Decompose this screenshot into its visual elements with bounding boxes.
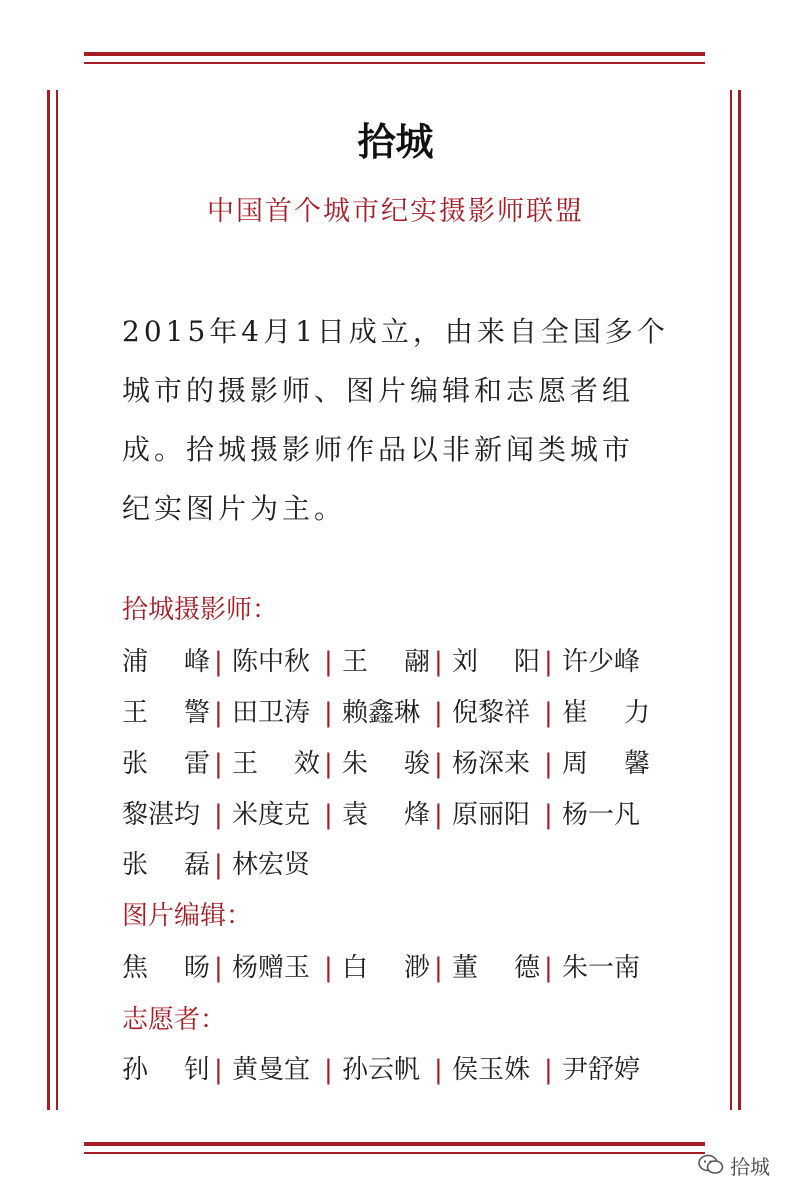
name-separator: | bbox=[544, 647, 553, 677]
person-name: 孙云帆 bbox=[342, 1055, 421, 1085]
name-separator: | bbox=[324, 647, 333, 677]
intro-line: 成。拾城摄影师作品以非新闻类城市 bbox=[122, 433, 635, 466]
intro-line: 2015年4月1日成立，由来自全国多个 bbox=[122, 315, 669, 348]
person-name: 周 馨 bbox=[562, 749, 650, 779]
name-separator: | bbox=[434, 749, 443, 779]
left-border-thick bbox=[47, 90, 50, 1110]
person-name: 王 翮 bbox=[342, 647, 430, 677]
name-separator: | bbox=[434, 1055, 443, 1085]
person-name: 许少峰 bbox=[562, 647, 641, 677]
name-separator: | bbox=[544, 1055, 553, 1085]
name-separator: | bbox=[544, 800, 553, 830]
name-separator: | bbox=[544, 698, 553, 728]
top-border-thick bbox=[84, 52, 705, 56]
name-separator: | bbox=[214, 850, 223, 880]
person-name: 黎湛均 bbox=[122, 800, 201, 830]
person-name: 崔 力 bbox=[562, 698, 650, 728]
top-border-thin bbox=[84, 62, 705, 64]
name-separator: | bbox=[324, 1055, 333, 1085]
name-separator: | bbox=[324, 698, 333, 728]
name-separator: | bbox=[324, 800, 333, 830]
name-separator: | bbox=[434, 953, 443, 983]
person-name: 孙 钊 bbox=[122, 1055, 210, 1085]
person-name: 尹舒婷 bbox=[562, 1055, 641, 1085]
person-name: 杨一凡 bbox=[562, 800, 641, 830]
person-name: 黄曼宜 bbox=[232, 1055, 311, 1085]
name-separator: | bbox=[434, 698, 443, 728]
person-name: 朱 骏 bbox=[342, 749, 430, 779]
person-name: 董 德 bbox=[452, 953, 540, 983]
intro-line: 纪实图片为主。 bbox=[122, 492, 347, 525]
page-title: 拾城 bbox=[357, 120, 434, 164]
right-border-thick bbox=[738, 90, 741, 1110]
name-separator: | bbox=[434, 647, 443, 677]
person-name: 张 磊 bbox=[122, 850, 210, 880]
bottom-border-thin bbox=[84, 1152, 705, 1154]
page-subtitle: 中国首个城市纪实摄影师联盟 bbox=[207, 196, 584, 227]
name-separator: | bbox=[214, 953, 223, 983]
name-separator: | bbox=[214, 698, 223, 728]
name-separator: | bbox=[324, 749, 333, 779]
person-name: 焦 旸 bbox=[122, 953, 210, 983]
name-separator: | bbox=[544, 749, 553, 779]
person-name: 倪黎祥 bbox=[452, 698, 531, 728]
name-separator: | bbox=[544, 953, 553, 983]
photographers-label: 拾城摄影师： bbox=[122, 595, 279, 625]
name-separator: | bbox=[214, 749, 223, 779]
left-border-thin bbox=[56, 90, 58, 1110]
watermark-text: 拾城 bbox=[730, 1154, 770, 1179]
person-name: 王 效 bbox=[232, 749, 320, 779]
watermark bbox=[698, 1148, 770, 1182]
person-name: 朱一南 bbox=[562, 953, 641, 983]
wechat-icon bbox=[698, 1154, 724, 1176]
person-name: 田卫涛 bbox=[232, 698, 311, 728]
person-name: 王 警 bbox=[122, 698, 210, 728]
name-separator: | bbox=[434, 800, 443, 830]
editors-label: 图片编辑： bbox=[122, 901, 253, 931]
intro-line: 城市的摄影师、图片编辑和志愿者组 bbox=[122, 374, 635, 407]
person-name: 刘 阳 bbox=[452, 647, 540, 677]
person-name: 张 雷 bbox=[122, 749, 210, 779]
person-name: 原丽阳 bbox=[452, 800, 531, 830]
person-name: 赖鑫琳 bbox=[342, 698, 421, 728]
person-name: 袁 烽 bbox=[342, 800, 430, 830]
name-separator: | bbox=[214, 800, 223, 830]
person-name: 米度克 bbox=[232, 800, 311, 830]
bottom-border-thick bbox=[84, 1142, 705, 1146]
person-name: 侯玉姝 bbox=[452, 1055, 531, 1085]
name-separator: | bbox=[324, 953, 333, 983]
person-name: 浦 峰 bbox=[122, 647, 210, 677]
person-name: 杨深来 bbox=[452, 749, 531, 779]
person-name: 陈中秋 bbox=[232, 647, 311, 677]
volunteers-label: 志愿者： bbox=[122, 1005, 227, 1035]
person-name: 杨赠玉 bbox=[232, 953, 311, 983]
name-separator: | bbox=[214, 647, 223, 677]
intro-paragraph bbox=[122, 302, 682, 538]
person-name: 白 渺 bbox=[342, 953, 430, 983]
person-name: 林宏贤 bbox=[232, 850, 311, 880]
name-separator: | bbox=[214, 1055, 223, 1085]
right-border-thin bbox=[730, 90, 732, 1110]
